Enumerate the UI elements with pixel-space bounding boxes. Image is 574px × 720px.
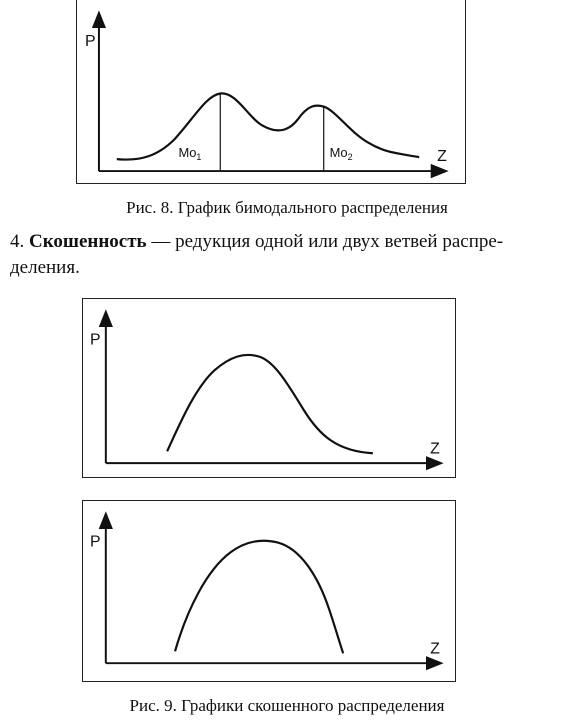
skewed-curve-bottom (175, 541, 343, 654)
mode-2-label: $Mo_2$ (329, 145, 353, 163)
figure-9-bottom-graph (83, 501, 455, 681)
skewed-curve-top (167, 355, 373, 453)
figure-8-box (76, 0, 466, 184)
paragraph-number: 4. (10, 231, 25, 252)
x-axis-label: Z (430, 440, 440, 458)
y-axis-label: P (90, 331, 101, 349)
figure-8-graph (77, 0, 465, 183)
x-axis-label: Z (430, 640, 440, 658)
paragraph-term: Скошенность (29, 231, 147, 252)
y-axis-label: P (89, 533, 101, 551)
figure-9-caption: Рис. 9. Графики скошенного распределения (129, 696, 445, 715)
mode-1-label: $Mo_1$ (178, 145, 202, 163)
figure-9-top-graph (83, 299, 455, 477)
bimodal-curve (117, 93, 419, 159)
x-axis-label: Z (437, 148, 447, 166)
figure-9-bottom-box (82, 500, 456, 682)
paragraph-line-1 (10, 229, 570, 255)
y-axis-label: P (85, 32, 96, 50)
figure-9-top-box (82, 298, 456, 478)
paragraph-line-2: деления. (10, 257, 80, 278)
figure-8-caption: Рис. 8. График бимодального распределения (126, 198, 448, 217)
paragraph-definition: — редукция одной или двух ветвей распре- (146, 231, 504, 252)
